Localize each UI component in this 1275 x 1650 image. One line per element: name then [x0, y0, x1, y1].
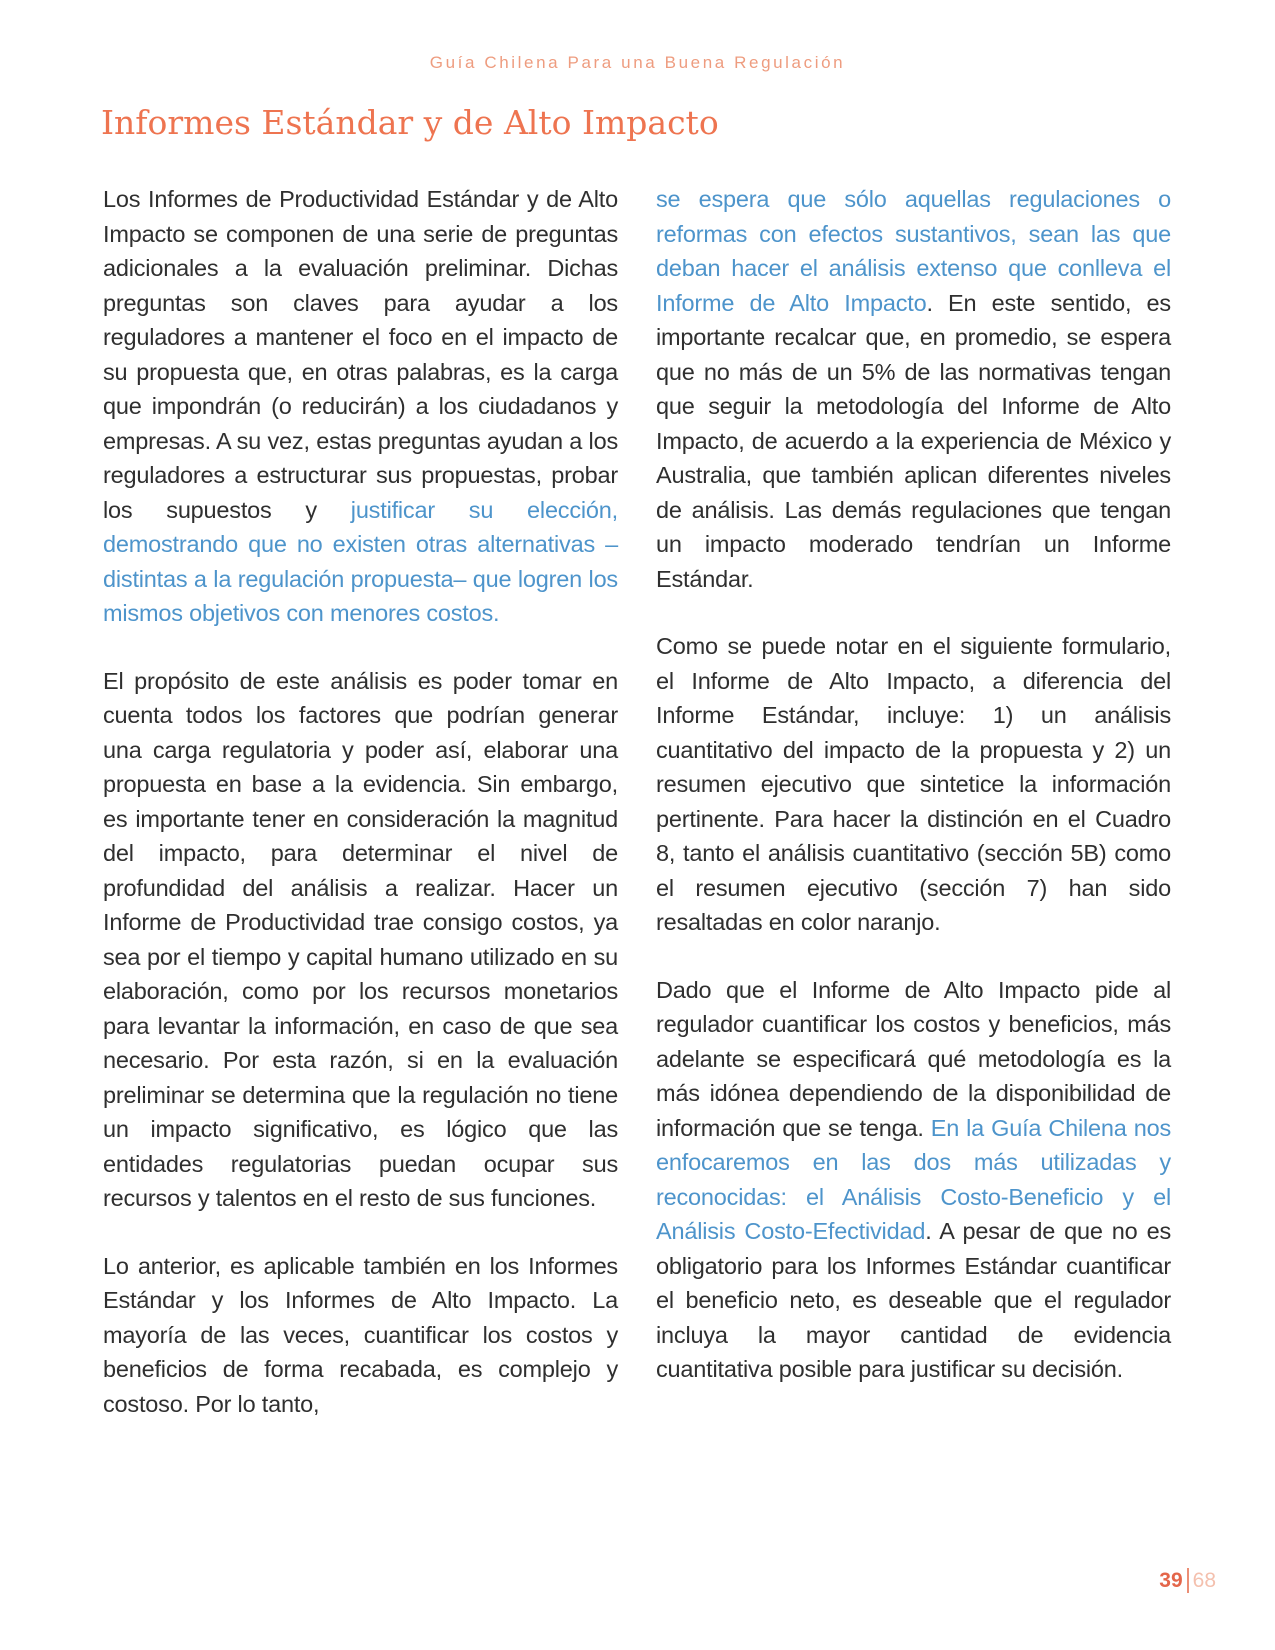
body-text: Dado que el Informe de Alto Impacto pide al regulador cuantificar los costos y beneficios, más adelante se especificará qué metodología es la más idónea dependiendo de la disponibilidad de información que se tenga. — [656, 976, 1171, 1141]
accent-text: En la Guía Chilena nos enfocaremos en las dos más utilizadas y reconocidas: el Análisis Costo-Beneficio y el Análisis Costo-Efectividad — [656, 1114, 1171, 1244]
running-header: Guía Chilena Para una Buena Regulación — [429, 53, 846, 72]
paragraph — [103, 182, 618, 631]
body-text: Lo anterior, es aplicable también en los Informes Estándar y los Informes de Alto Impacto. La mayoría de las veces, cuantificar los costos y beneficios de forma recabada, es complejo y costoso. Por lo tanto, — [103, 1252, 618, 1417]
text-columns — [103, 182, 1171, 1421]
column-left — [103, 182, 618, 1421]
page-number-current: 39 — [1159, 1568, 1183, 1592]
paragraph — [656, 182, 1171, 596]
body-text: . En este sentido, es importante recalcar que, en promedio, se espera que no más de un 5% de las normativas tengan que seguir la metodología del Informe de Alto Impacto, de acuerdo a la experiencia de México y Australia, que también aplican diferentes niveles de análisis. Las demás regulaciones que tengan un impacto moderado tendrían un Informe Estándar. — [656, 289, 1171, 592]
column-right — [656, 182, 1171, 1421]
accent-text: se espera que sólo aquellas regulaciones o reformas con efectos sustantivos, sean las que deban hacer el análisis extenso que conlleva el Informe de Alto Impacto — [656, 186, 1171, 316]
paragraph — [103, 1249, 618, 1422]
page-title: Informes Estándar y de Alto Impacto — [101, 103, 719, 142]
paragraph — [103, 664, 618, 1216]
paragraph — [656, 629, 1171, 940]
page-number — [1159, 1568, 1216, 1593]
body-text: Los Informes de Productividad Estándar y de Alto Impacto se componen de una serie de preguntas adicionales a la evaluación preliminar. Dichas preguntas son claves para ayudar a los reguladores a mantener el foco en el impacto de su propuesta que, en otras palabras, es la carga que impondrán (o reducirán) a los ciudadanos y empresas. A su vez, estas preguntas ayudan a los reguladores a estructurar sus propuestas, probar los supuestos y — [103, 186, 618, 523]
page-number-divider — [1187, 1568, 1189, 1593]
accent-text: justificar su elección, demostrando que no existen otras alternativas –distintas a la regulación propuesta– que logren los mismos objetivos con menores costos. — [103, 496, 618, 626]
body-text: . A pesar de que no es obligatorio para los Informes Estándar cuantificar el beneficio neto, es deseable que el regulador incluya la mayor cantidad de evidencia cuantitativa posible para justificar su decisión. — [656, 1218, 1171, 1382]
paragraph — [656, 973, 1171, 1387]
body-text: Como se puede notar en el siguiente formulario, el Informe de Alto Impacto, a diferencia del Informe Estándar, incluye: 1) un análisis cuantitativo del impacto de la propuesta y 2) un resumen ejecutivo que sintetice la información pertinente. Para hacer la distinción en el Cuadro 8, tanto el análisis cuantitativo (sección 5B) como el resumen ejecutivo (sección 7) han sido resaltadas en color naranjo. — [656, 633, 1171, 935]
page-number-total: 68 — [1192, 1568, 1216, 1592]
body-text: El propósito de este análisis es poder tomar en cuenta todos los factores que podrían generar una carga regulatoria y poder así, elaborar una propuesta en base a la evidencia. Sin embargo, es importante tener en consideración la magnitud del impacto, para determinar el nivel de profundidad del análisis a realizar. Hacer un Informe de Productividad trae consigo costos, ya sea por el tiempo y capital humano utilizado en su elaboración, como por los recursos monetarios para levantar la información, en caso de que sea necesario. Por esta razón, si en la evaluación preliminar se determina que la regulación no tiene un impacto significativo, es lógico que las entidades regulatorias puedan ocupar sus recursos y talentos en el resto de sus funciones. — [103, 667, 618, 1211]
